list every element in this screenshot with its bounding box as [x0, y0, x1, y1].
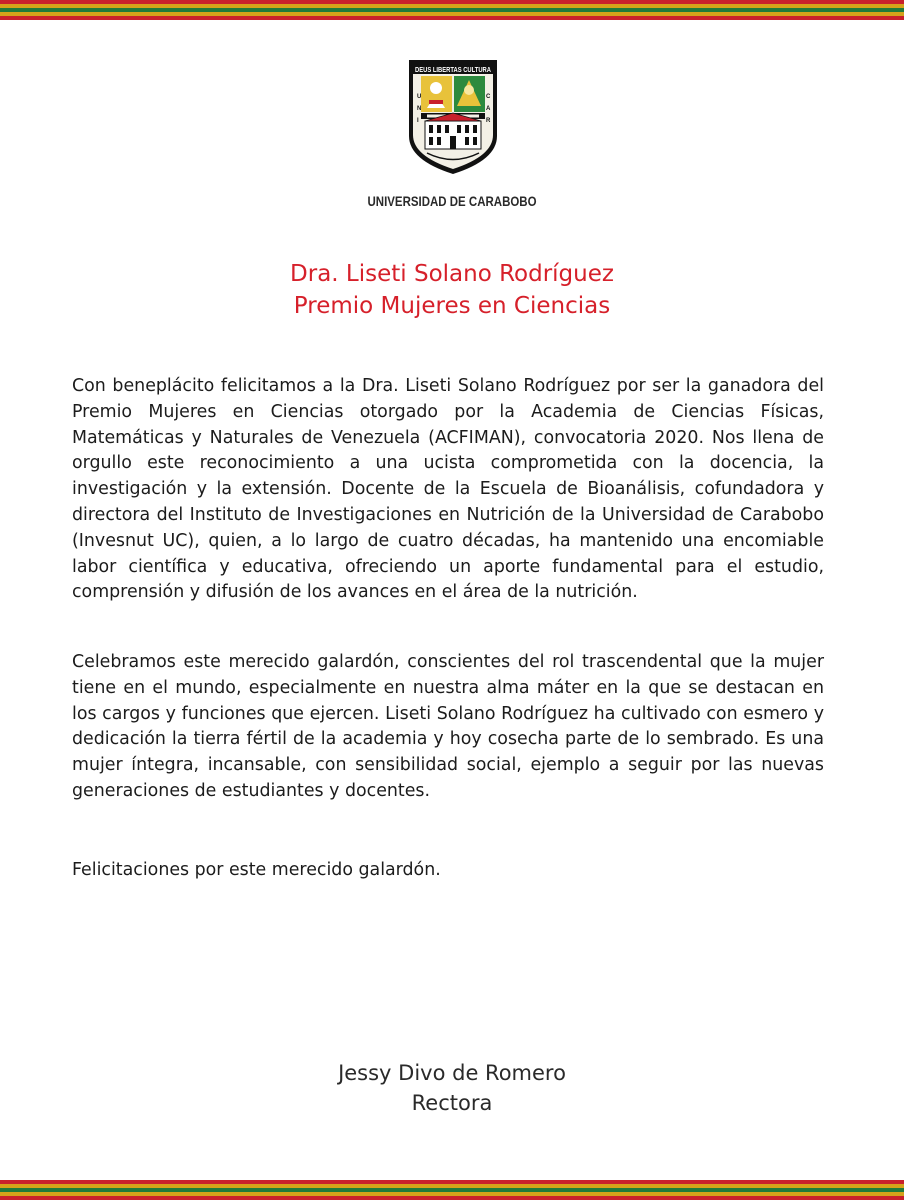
stripe-red	[0, 16, 904, 20]
svg-text:I: I	[417, 118, 419, 124]
stripe-red	[0, 1196, 904, 1200]
top-stripe-band	[0, 0, 904, 20]
svg-text:R: R	[486, 118, 491, 124]
award-title-line-1: Dra. Liseti Solano Rodríguez	[290, 261, 614, 287]
body-paragraph-1: Con beneplácito felicitamos a la Dra. Liseti Solano Rodríguez por ser la ganadora del Premio Mujeres en Ciencias otorgado por la Academia de Ciencias Físicas, Matemáticas y Naturales de Venezuela (ACFIMAN), convocatoria 2020. Nos llena de orgullo este reconocimiento a una ucista comprometida con la docencia, la investigación y la extensión. Docente de la Escuela de Bioanálisis, cofundadora y directora del Instituto de Investigaciones en Nutrición de la Universidad de Carabobo (Invesnut UC), quien, a lo largo de cuatro décadas, ha mantenido una encomiable labor científica y educativa, ofreciendo un aporte fundamental para el estudio, comprensión y difusión de los avances en el área de la nutrición.	[72, 376, 824, 603]
signature-block	[0, 1058, 904, 1118]
signatory-name: Jessy Divo de Romero	[338, 1061, 566, 1085]
svg-text:U: U	[417, 94, 422, 100]
body-paragraph-2: Celebramos este merecido galardón, conscientes del rol trascendental que la mujer tiene en el mundo, especialmente en nuestra alma máter en la que se destacan en los cargos y funciones que ejercen. Liseti Solano Rodríguez ha cultivado con esmero y dedicación la tierra fértil de la academia y hoy cosecha parte de lo sembrado. Es una mujer íntegra, incansable, con sensibilidad social, ejemplo a seguir por las nuevas generaciones de estudiantes y docentes.	[72, 652, 824, 801]
bottom-stripe-band	[0, 1180, 904, 1200]
award-title	[0, 258, 904, 322]
closing-line: Felicitaciones por este merecido galardón.	[72, 860, 441, 880]
university-crest-icon	[407, 58, 499, 176]
svg-text:A: A	[486, 106, 491, 112]
svg-text:C: C	[486, 94, 491, 100]
university-name: UNIVERSIDAD DE CARABOBO	[367, 193, 537, 209]
signatory-role: Rectora	[411, 1091, 493, 1115]
award-title-line-2: Premio Mujeres en Ciencias	[293, 293, 611, 319]
svg-text:N: N	[417, 106, 422, 112]
crest-motto: DEUS LIBERTAS CULTURA	[415, 67, 491, 74]
